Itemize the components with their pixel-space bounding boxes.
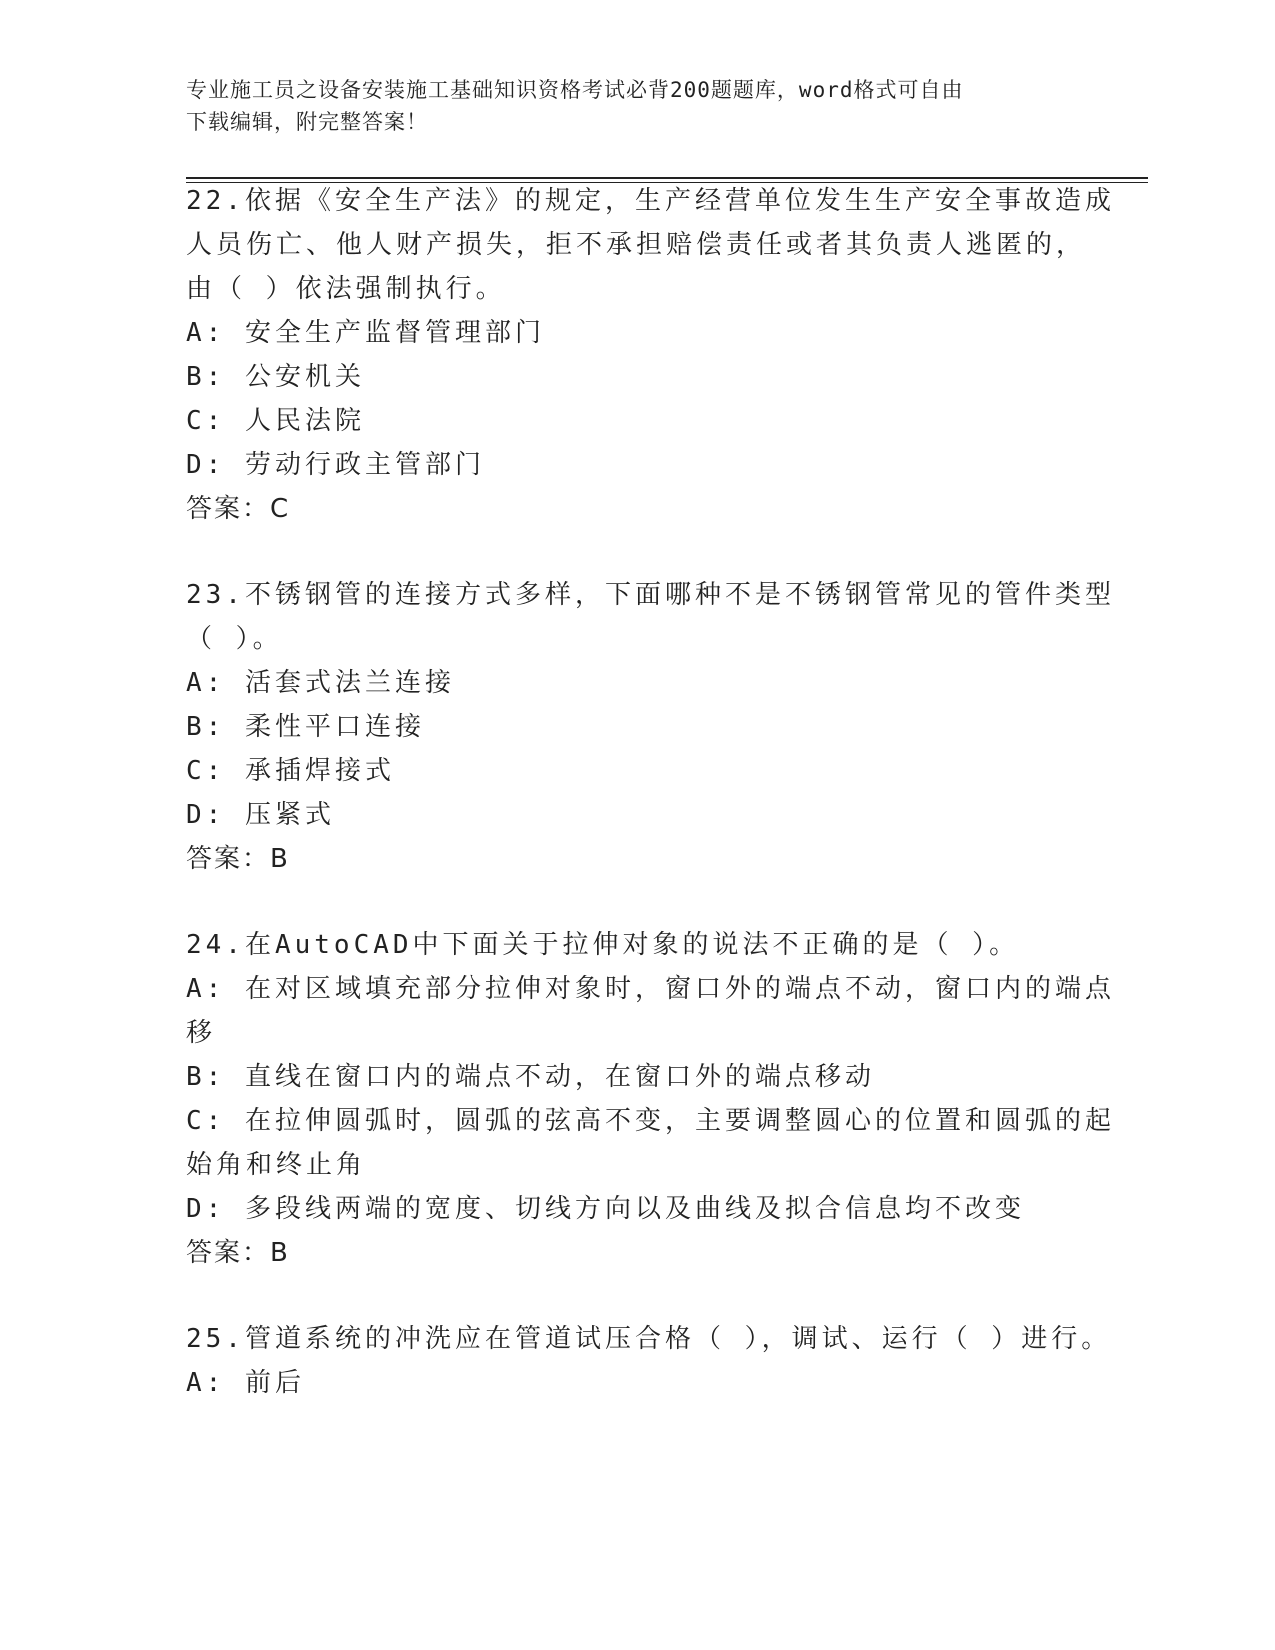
question-25-option-a: A: 前后 (186, 1368, 305, 1398)
question-24-option-d: D: 多段线两端的宽度、切线方向以及曲线及拟合信息均不改变 (186, 1194, 1025, 1224)
question-24-option-a-line-2: 移 (186, 1018, 217, 1048)
question-24-text-line-1: 24.在AutoCAD中下面关于拉伸对象的说法不正确的是（ ）。 (186, 930, 1020, 960)
question-22-text-line-2: 人员伤亡、他人财产损失，拒不承担赔偿责任或者其负责人逃匿的， (186, 230, 1087, 260)
question-24-option-c-line-2: 始角和终止角 (186, 1150, 367, 1180)
question-25-text-line-1: 25.管道系统的冲洗应在管道试压合格（ ），调试、运行（ ）进行。 (186, 1324, 1112, 1354)
question-23-option-c: C: 承插焊接式 (186, 756, 395, 786)
question-22-text-line-3: 由（ ）依法强制执行。 (186, 274, 506, 304)
question-24-option-b: B: 直线在窗口内的端点不动，在窗口外的端点移动 (186, 1062, 875, 1092)
question-24-option-c-line-1: C: 在拉伸圆弧时，圆弧的弦高不变，主要调整圆心的位置和圆弧的起 (186, 1106, 1115, 1136)
question-22-answer: 答案：C (186, 494, 291, 524)
header-line-1: 专业施工员之设备安装施工基础知识资格考试必背200题题库，word格式可自由 (186, 78, 964, 102)
question-22-text-line-1: 22.依据《安全生产法》的规定，生产经营单位发生生产安全事故造成 (186, 186, 1115, 216)
question-22-option-a: A: 安全生产监督管理部门 (186, 318, 545, 348)
header-divider-thick (186, 177, 1148, 179)
question-24-option-a-line-1: A: 在对区域填充部分拉伸对象时，窗口外的端点不动，窗口内的端点 (186, 974, 1115, 1004)
question-23-text-line-2: （ ）。 (186, 624, 283, 654)
question-22-option-c: C: 人民法院 (186, 406, 365, 436)
question-22-option-b: B: 公安机关 (186, 362, 365, 392)
header-line-2: 下载编辑，附完整答案！ (186, 110, 428, 134)
question-23-option-b: B: 柔性平口连接 (186, 712, 425, 742)
question-23-answer: 答案：B (186, 844, 290, 874)
question-24-answer: 答案：B (186, 1238, 290, 1268)
document-header (186, 74, 1086, 138)
question-23-option-a: A: 活套式法兰连接 (186, 668, 455, 698)
question-23-option-d: D: 压紧式 (186, 800, 335, 830)
question-23-text-line-1: 23.不锈钢管的连接方式多样，下面哪种不是不锈钢管常见的管件类型 (186, 580, 1115, 610)
question-22-option-d: D: 劳动行政主管部门 (186, 450, 485, 480)
